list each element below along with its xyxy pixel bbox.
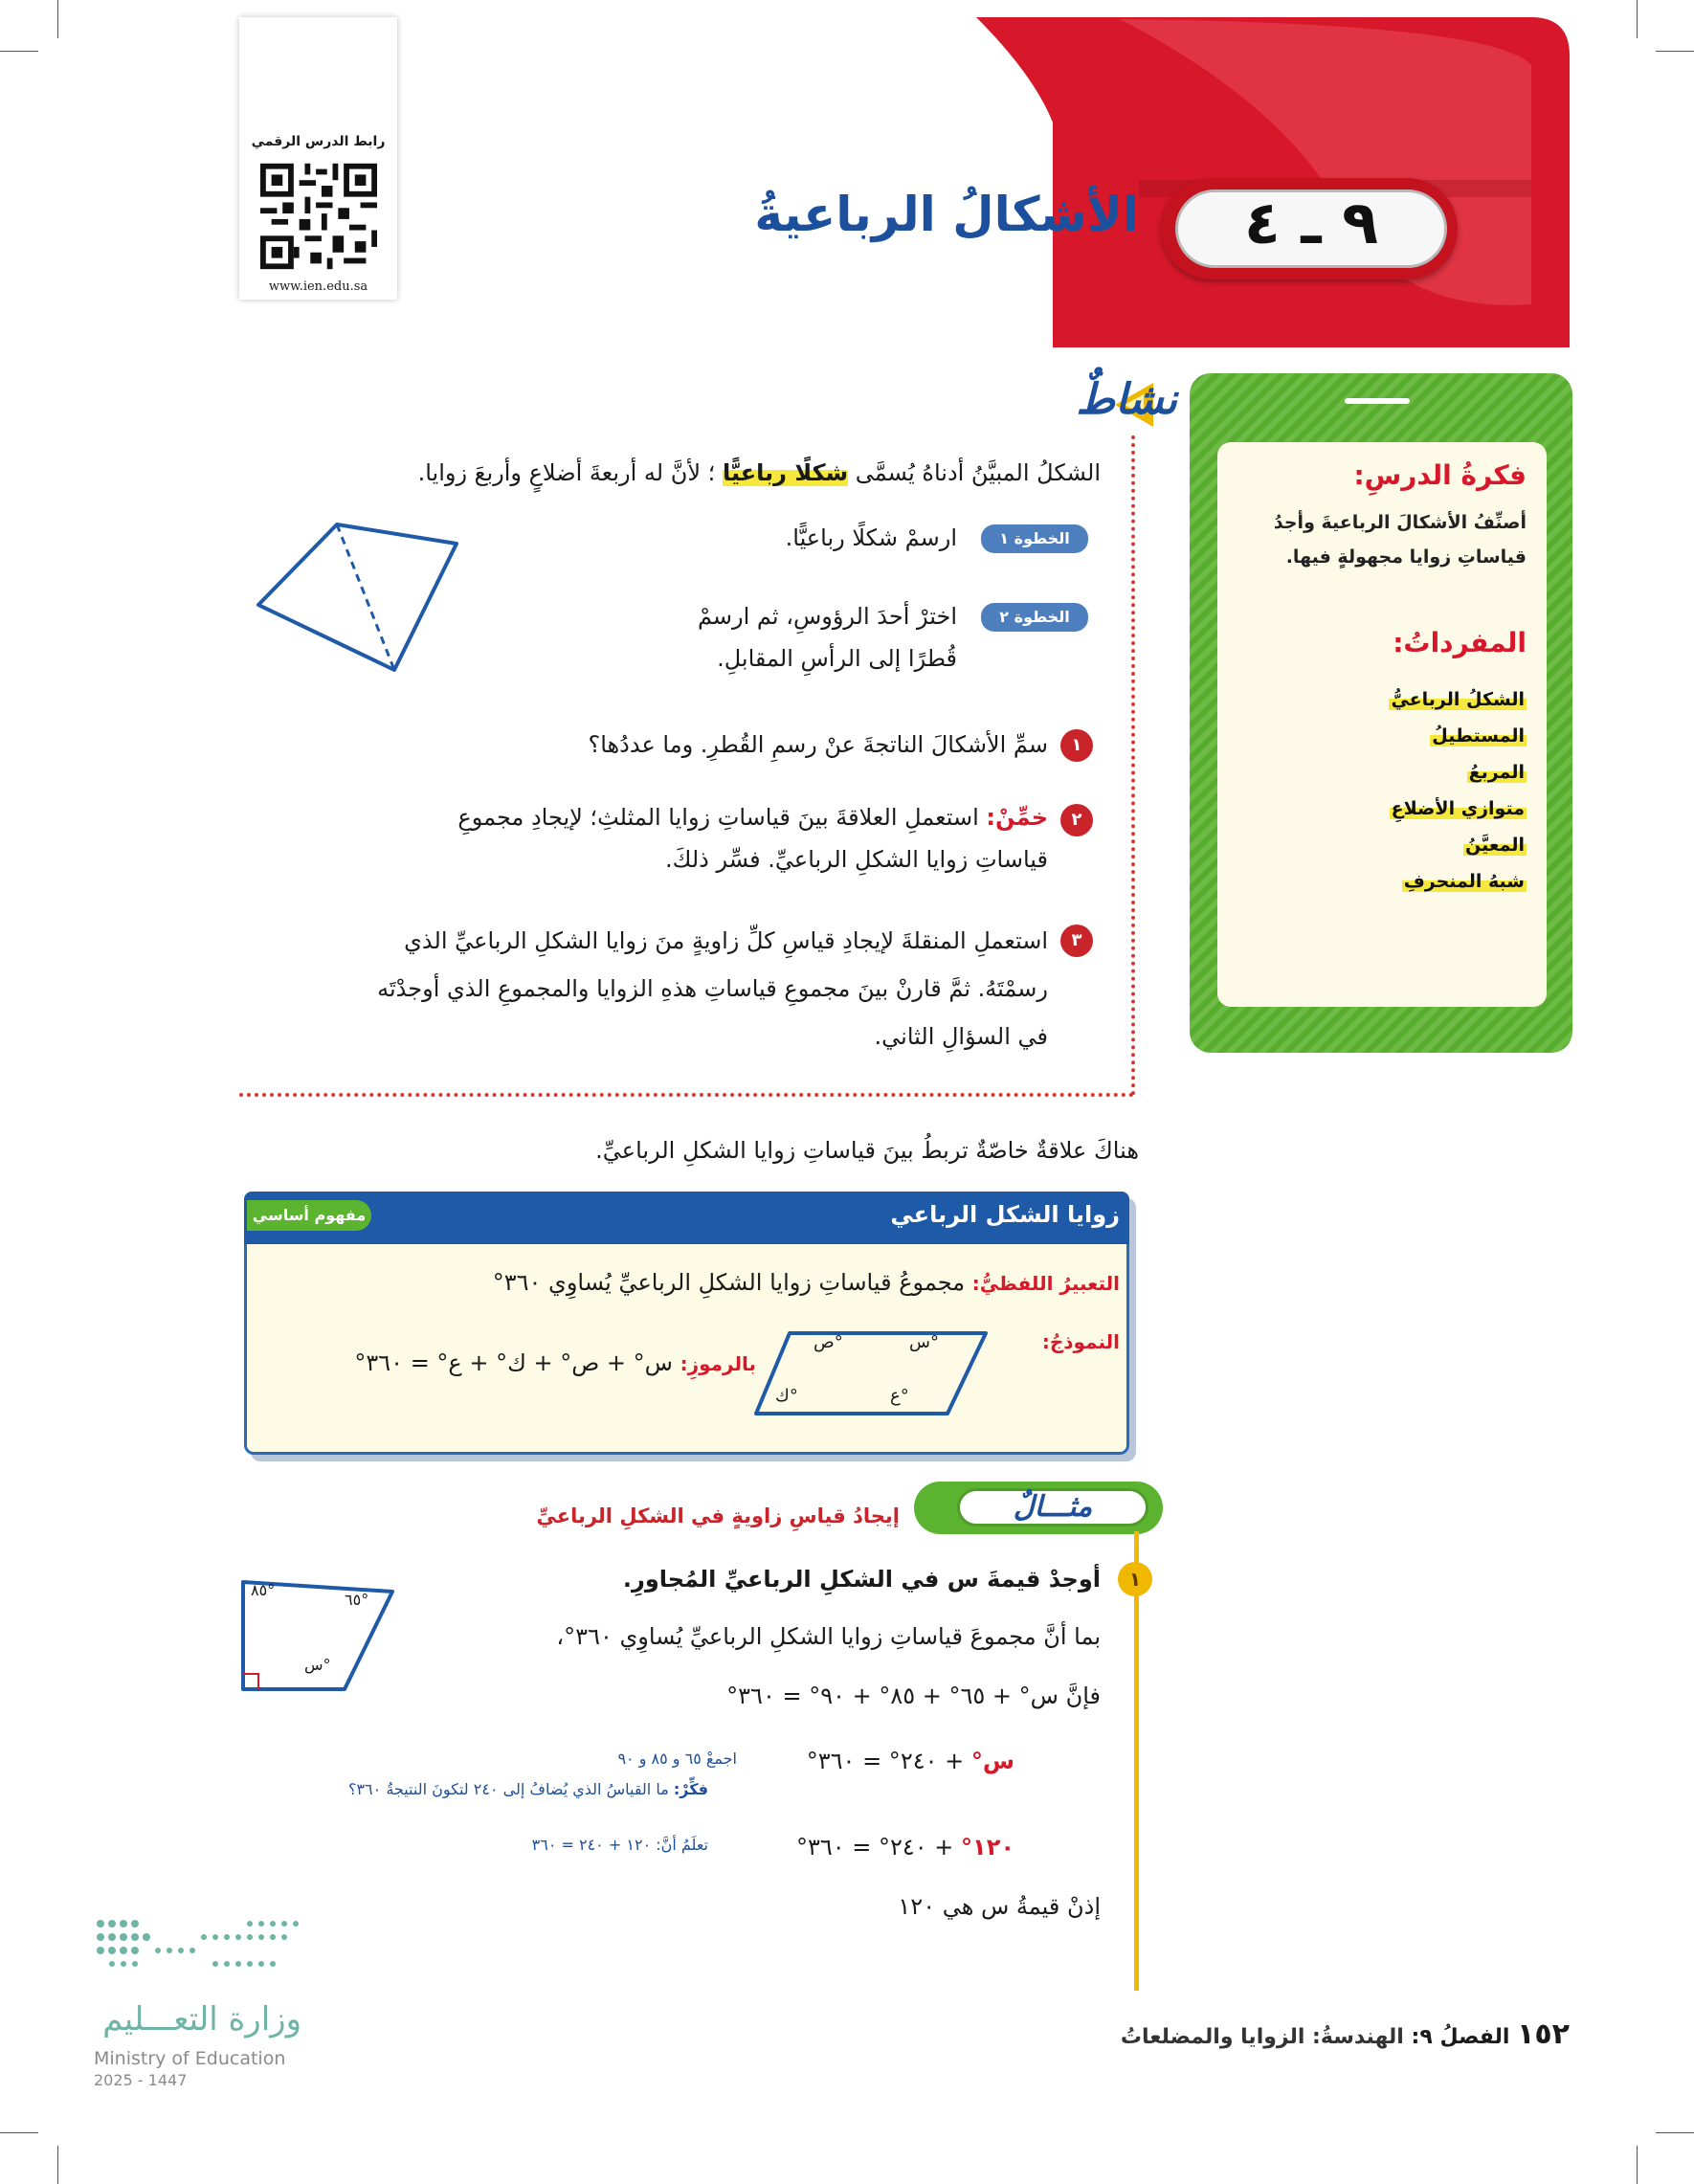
think-note: فكِّرْ: ما القياسُ الذي يُضافُ إلى ٢٤٠ لتكونَ النتيجةُ ٣٦٠؟ (347, 1780, 708, 1798)
question-1-number: ١ (1060, 729, 1093, 762)
equation-1-note: اجمعْ ٦٥ و ٨٥ و ٩٠ (617, 1749, 737, 1768)
vocab-item: المستطيلُ (1432, 725, 1525, 747)
page-title: الأشكالُ الرباعيةُ (754, 187, 1139, 242)
key-concept-title: زوايا الشكل الرباعي (890, 1201, 1120, 1228)
example-line-2: فإنَّ س° + ٦٥° + ٨٥° + ٩٠° = ٣٦٠° (726, 1683, 1101, 1709)
qr-label: رابط الدرس الرقمي (251, 134, 386, 149)
crop-mark (57, 2146, 58, 2184)
crop-mark (1637, 0, 1638, 38)
example-line-1: بما أنَّ مجموعَ قياساتِ زوايا الشكلِ الرباعيِّ يُساوِي ٣٦٠°، (556, 1623, 1101, 1650)
vocabulary-list (1230, 689, 1527, 907)
vocab-item: متوازي الأضلاعِ (1391, 798, 1525, 819)
lesson-idea-heading: فكرةُ الدرسِ: (1353, 459, 1527, 491)
symbols-label: بالرموزِ: (680, 1352, 756, 1375)
step-2-badge: الخطوة ٢ (981, 603, 1088, 632)
verbal-label: التعبيرُ اللفظيُّ: (971, 1272, 1120, 1295)
crop-mark (0, 2132, 38, 2133)
crop-mark (0, 51, 38, 52)
equation-1: س° + ٢٤٠° = ٣٦٠° (806, 1748, 1014, 1774)
angle-label-p: ص° (814, 1332, 843, 1352)
crop-mark (1637, 2146, 1638, 2184)
vocab-item: المربعُ (1468, 762, 1525, 783)
question-3-number: ٣ (1060, 925, 1093, 957)
angle-label-s: س° (909, 1332, 939, 1352)
example-label: مثـــالٌ (1013, 1490, 1093, 1524)
qr-code-icon[interactable] (260, 163, 377, 270)
equation-2: ١٢٠° + ٢٤٠° = ٣٦٠° (795, 1834, 1014, 1861)
angle-label-k: ك° (775, 1386, 798, 1406)
crop-mark (57, 0, 58, 38)
angle-85-label: ٨٥° (251, 1581, 276, 1599)
angle-65-label: ٦٥° (345, 1591, 369, 1609)
chapter-label: الفصلُ ٩: (1411, 2025, 1510, 2049)
lesson-number: ٩ ـ ٤ (1243, 188, 1379, 257)
crop-mark (1656, 2132, 1694, 2133)
vocab-item: الشكلُ الرباعيُّ (1391, 689, 1525, 710)
page-number: ١٥٢ (1517, 2017, 1570, 2051)
activity-border (1129, 435, 1135, 1096)
ministry-years: 2025 - 1447 (94, 2071, 188, 2089)
activity-title: نشاطٌ (1076, 375, 1177, 424)
qr-url[interactable]: www.ien.edu.sa (268, 279, 368, 294)
symbols-expression: بالرموزِ: س° + ص° + ك° + ع° = ٣٦٠° (354, 1349, 756, 1376)
ministry-arabic: وزارة التعـــليم (102, 2000, 301, 2039)
vocab-item: شبهُ المنحرفِ (1403, 871, 1525, 892)
key-concept-badge: مفهوم أساسي (247, 1200, 371, 1231)
activity-intro: الشكلُ المبيَّنُ أدناهُ يُسمَّى شكلًا رباعيًّا ؛ لأنَّ له أربعةَ أضلاعٍ وأربعَ زوايا. (417, 459, 1101, 486)
model-label: النموذجُ: (1041, 1330, 1120, 1353)
lesson-idea-text: أصنِّفُ الأشكالَ الرباعيةَ وأجدُ قياساتِ زوايا مجهولةٍ فيها. (1273, 512, 1527, 568)
equation-2-note: تعلَمُ أنَّ: ١٢٠ + ٢٤٠ = ٣٦٠ (531, 1836, 708, 1854)
vocabulary-heading: المفرداتُ: (1393, 627, 1527, 658)
example-answer: إذنْ قيمةُ س هي ١٢٠ (898, 1893, 1101, 1920)
sidebar-tab (1345, 398, 1410, 404)
relation-text: هناكَ علاقةٌ خاصّةٌ تربطُ بينَ قياساتِ زوايا الشكلِ الرباعيِّ. (595, 1137, 1139, 1164)
ministry-english: Ministry of Education (94, 2048, 286, 2069)
question-3: استعملِ المنقلةَ لإيجادِ قياسِ كلِّ زاويةٍ منَ زوايا الشكلِ الرباعيِّ الذي رسمْتَهُ. ثمَّ قارنْ بينَ مجموعِ قياساتِ هذهِ الزوايا والمجموعِ الذي أوجدْتَه في السؤالِ الثاني. (377, 927, 1048, 1050)
example-subtitle: إيجادُ قياسِ زاويةٍ في الشكلِ الرباعيِّ (536, 1504, 900, 1527)
think-label: فكِّرْ: (673, 1780, 708, 1798)
quadrilateral-diagram (251, 517, 463, 680)
guess-label: خمِّنْ: (986, 804, 1048, 831)
angle-s-label: س° (304, 1656, 331, 1674)
ministry-logo-icon (91, 1914, 306, 1981)
page-footer (1034, 2017, 1570, 2051)
example-number: ١ (1118, 1562, 1152, 1596)
question-2: خمِّنْ: استعملِ العلاقةَ بينَ قياساتِ زوايا المثلثِ؛ لإيجادِ مجموعِ قياساتِ زوايا الشكلِ الرباعيِّ. فسِّر ذلكَ. (457, 804, 1048, 873)
verbal-expression: التعبيرُ اللفظيُّ: مجموعُ قياساتِ زوايا الشكلِ الرباعيِّ يُساوِي ٣٦٠° (492, 1269, 1120, 1296)
step-1-badge: الخطوة ١ (981, 524, 1088, 553)
angle-label-a: ع° (890, 1386, 909, 1406)
step-2-text: اخترْ أحدَ الرؤوسِ، ثم ارسمْ قُطرًا إلى الرأسِ المقابلِ. (697, 603, 957, 672)
question-1: سمِّ الأشكالَ الناتجةَ عنْ رسمِ القُطرِ. وما عددُها؟ (588, 731, 1048, 758)
highlight-term: شكلًا رباعيًّا (722, 459, 849, 486)
vocab-item: المعيَّنُ (1465, 835, 1525, 856)
step-1-text: ارسمْ شكلًا رباعيًّا. (785, 524, 957, 551)
example-line (1134, 1531, 1139, 1991)
question-2-number: ٢ (1060, 804, 1093, 836)
parallelogram-diagram (751, 1326, 991, 1421)
activity-border (239, 1091, 1134, 1097)
crop-mark (1656, 51, 1694, 52)
example-question: أوجدْ قيمةَ س في الشكلِ الرباعيِّ المُجاورِ. (622, 1566, 1101, 1593)
chapter-title: الهندسةُ: الزوايا والمضلعاتُ (1120, 2025, 1404, 2049)
